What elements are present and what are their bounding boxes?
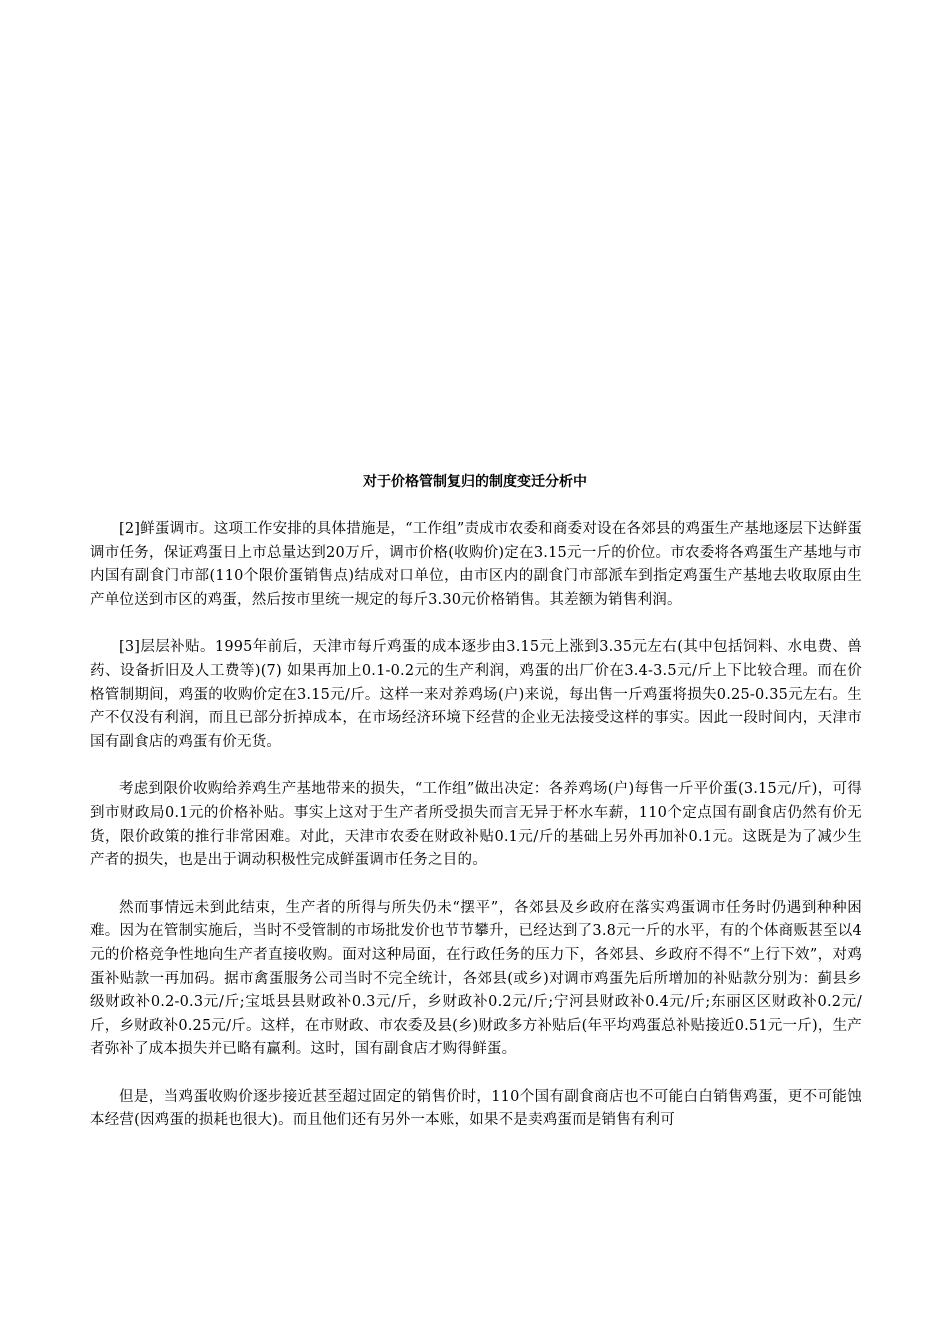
document-title: 对于价格管制复归的制度变迁分析中 <box>363 474 587 490</box>
document-body <box>90 518 862 1157</box>
paragraph-store-accounting: 但是，当鸡蛋收购价逐步接近甚至超过固定的销售价时，110个国有副食商店也不可能白白销售鸡蛋，更不可能蚀本经营(因鸡蛋的损耗也很大)。而且他们还有另外一本账，如果不是卖鸡蛋而是销售有利可 <box>90 1088 862 1129</box>
paragraph-fresh-egg-market: [2]鲜蛋调市。这项工作安排的具体措施是，“工作组”责成市农委和商委对设在各郊县的鸡蛋生产基地逐层下达鲜蛋调市任务，保证鸡蛋日上市总量达到20万斤，调市价格(收购价)定在3.15元一斤的价位。市农委将各鸡蛋生产基地与市内国有副食门市部(110个限价蛋销售点)结成对口单位，由市区内的副食门市部派车到指定鸡蛋生产基地去收取原由生产单位送到市区的鸡蛋，然后按市里统一规定的每斤3.30元价格销售。其差额为销售利润。 <box>90 521 862 608</box>
paragraph-price-subsidy-decision: 考虑到限价收购给养鸡生产基地带来的损失，“工作组”做出决定：各养鸡场(户)每售一斤平价蛋(3.15元/斤)，可得到市财政局0.1元的价格补贴。事实上这对于生产者所受损失而言无异于杯水车薪，110个定点国有副食店仍然有价无货，限价政策的推行非常困难。对此，天津市农委在财政补贴0.1元/斤的基础上另外再加补0.1元。这既是为了减少生产者的损失，也是出于调动积极性完成鲜蛋调市任务之目的。 <box>90 781 862 869</box>
paragraph-layered-subsidy: [3]层层补贴。1995年前后，天津市每斤鸡蛋的成本逐步由3.15元上涨到3.35元左右(其中包括饲料、水电费、兽药、设备折旧及人工费等)(7) 如果再加上0.1-0.2元的生产利润，鸡蛋的出厂价在3.4-3.5元/斤上下比较合理。而在价格管制期间，鸡蛋的收购价定在3.15元/斤。这样一来对养鸡场(户)来说，每出售一斤鸡蛋将损失0.25-0.35元左右。生产不仅没有利润，而且已部分折掉成本，在市场经济环境下经营的企业无法接受这样的事实。因此一段时间内，天津市国有副食店的鸡蛋有价无货。 <box>90 639 862 750</box>
paragraph-county-subsidies: 然而事情远未到此结束，生产者的所得与所失仍未“摆平”，各郊县及乡政府在落实鸡蛋调市任务时仍遇到种种困难。因为在管制实施后，当时不受管制的市场批发价也节节攀升，已经达到了3.8元一斤的水平，有的个体商贩甚至以4元的价格竞争性地向生产者直接收购。面对这种局面，在行政任务的压力下，各郊县、乡政府不得不“上行下效”，对鸡蛋补贴款一再加码。据市禽蛋服务公司当时不完全统计，各郊县(或乡)对调市鸡蛋先后所增加的补贴款分别为：蓟县乡级财政补0.2-0.3元/斤;宝坻县县财政补0.3元/斤，乡财政补0.2元/斤;宁河县财政补0.4元/斤;东丽区区财政补0.2元/斤，乡财政补0.25元/斤。这样，在市财政、市农委及县(乡)财政多方补贴后(年平均鸡蛋总补贴接近0.51元一斤)，生产者弥补了成本损失并已略有赢利。这时，国有副食店才购得鲜蛋。 <box>90 899 862 1058</box>
